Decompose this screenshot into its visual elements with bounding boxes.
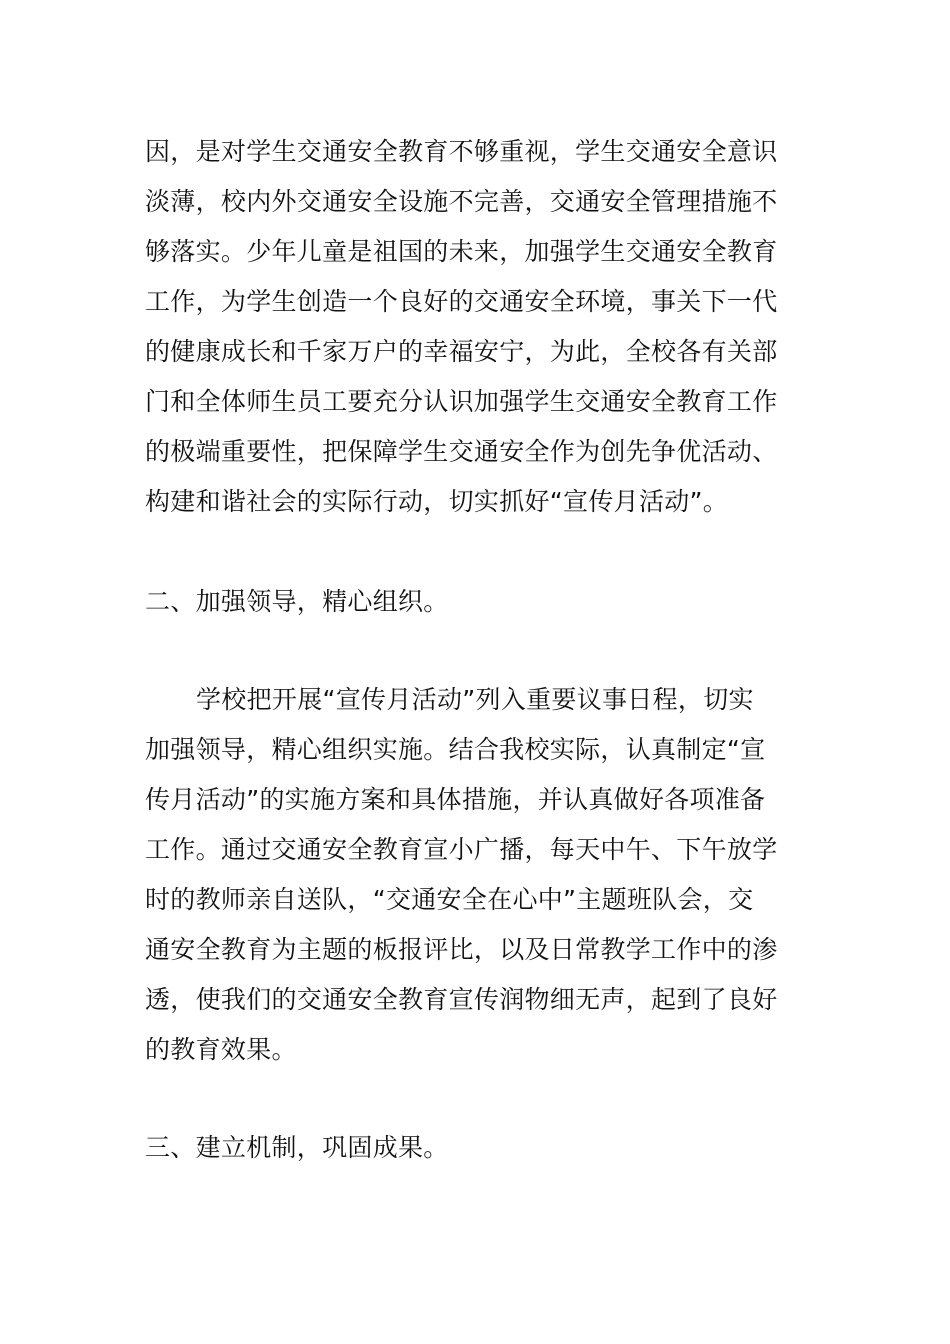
paragraph-1-line-2: 淡薄，校内外交通安全设施不完善，交通安全管理措施不 — [145, 187, 778, 216]
paragraph-2-line-3: 传月活动”的实施方案和具体措施，并认真做好各项准备 — [145, 785, 766, 814]
paragraph-2-line-4: 工作。通过交通安全教育宣小广播，每天中午、下午放学 — [145, 835, 778, 864]
paragraph-1-line-8: 构建和谐社会的实际行动，切实抓好“宣传月活动”。 — [145, 487, 729, 516]
paragraph-1-line-3: 够落实。少年儿童是祖国的未来，加强学生交通安全教育 — [145, 237, 778, 266]
paragraph-2-line-7: 透，使我们的交通安全教育宣传润物细无声，起到了良好 — [145, 985, 778, 1014]
section-heading-3: 三、建立机制，巩固成果。 — [145, 1133, 449, 1162]
paragraph-2-line-1: 学校把开展“宣传月活动”列入重要议事日程，切实 — [196, 685, 754, 714]
paragraph-1-line-4: 工作，为学生创造一个良好的交通安全环境，事关下一代 — [145, 287, 778, 316]
paragraph-1-line-5: 的健康成长和千家万户的幸福安宁，为此，全校各有关部 — [145, 337, 778, 366]
paragraph-2-line-2: 加强领导，精心组织实施。结合我校实际，认真制定“宣 — [145, 735, 766, 764]
paragraph-2-line-5: 时的教师亲自送队，“交通安全在心中”主题班队会，交 — [145, 885, 754, 914]
paragraph-2-line-6: 通安全教育为主题的板报评比，以及日常教学工作中的渗 — [145, 935, 778, 964]
paragraph-2-line-8: 的教育效果。 — [145, 1035, 297, 1064]
paragraph-1-line-7: 的极端重要性，把保障学生交通安全作为创先争优活动、 — [145, 437, 778, 466]
paragraph-1-line-6: 门和全体师生员工要充分认识加强学生交通安全教育工作 — [145, 387, 778, 416]
section-heading-2: 二、加强领导，精心组织。 — [145, 587, 449, 616]
paragraph-1-line-1: 因，是对学生交通安全教育不够重视，学生交通安全意识 — [145, 137, 778, 166]
